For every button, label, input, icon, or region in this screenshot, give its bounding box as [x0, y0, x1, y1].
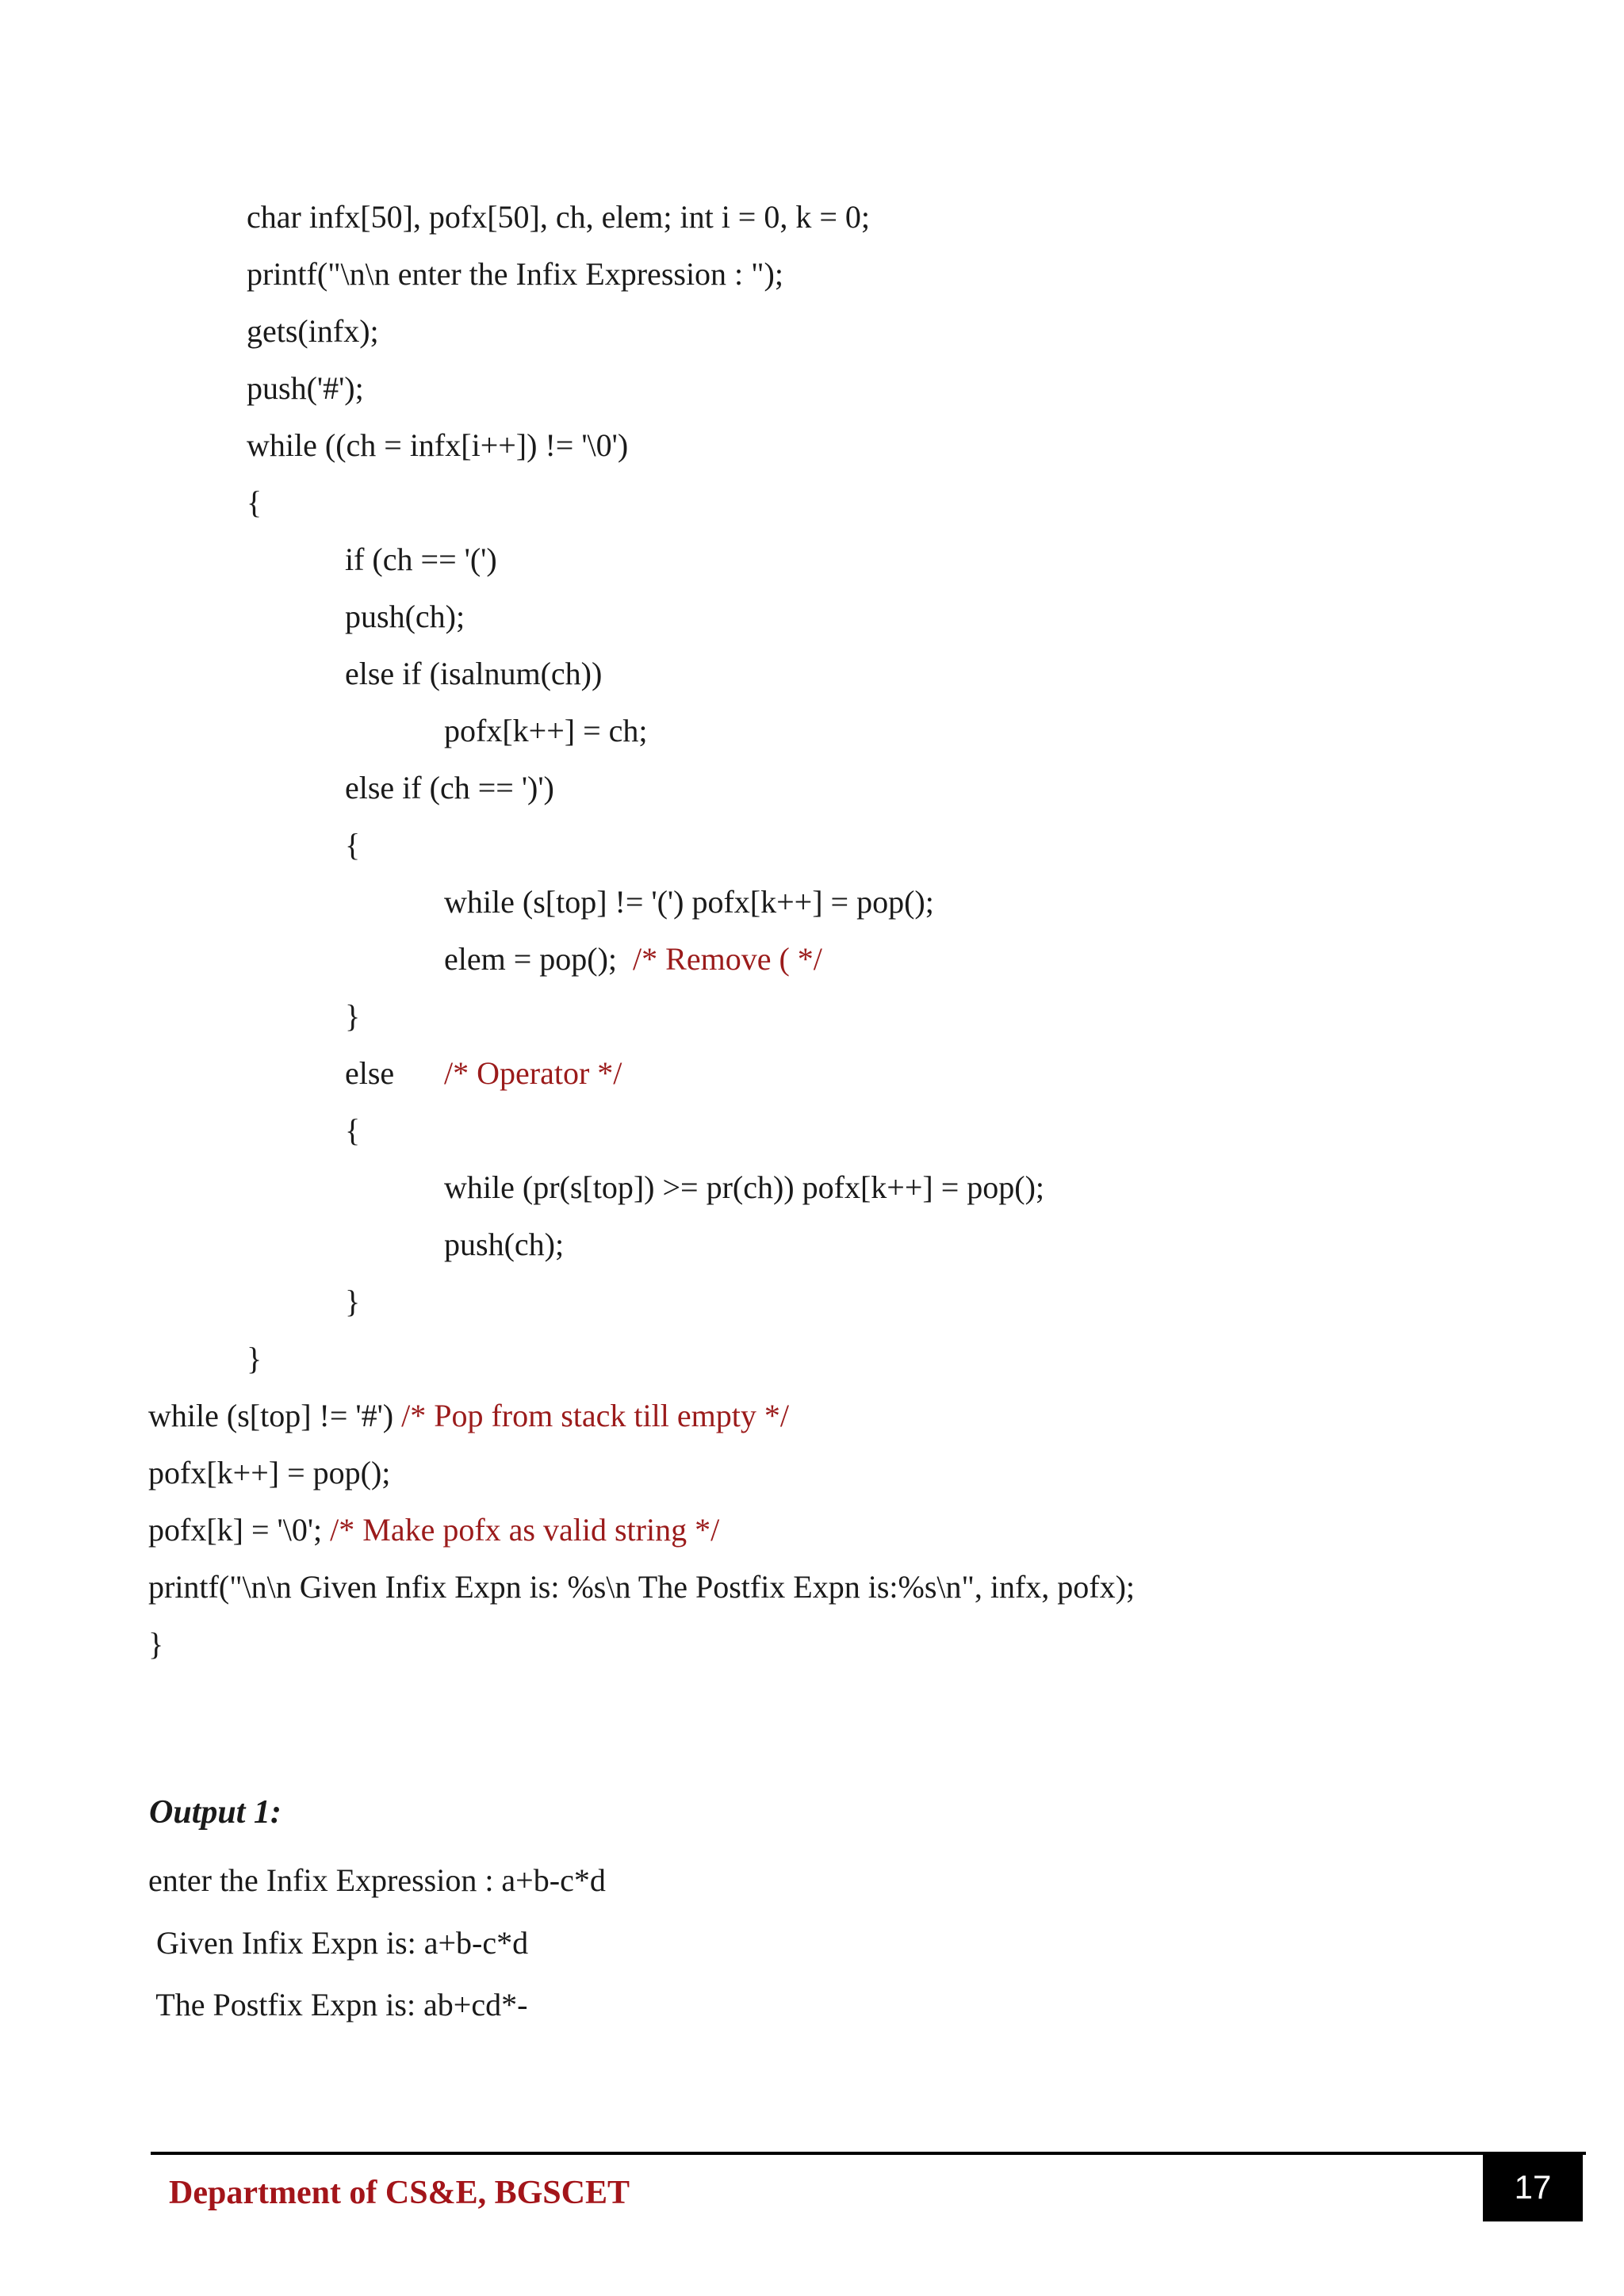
code-text: while (s[top] != '#'): [148, 1398, 394, 1433]
code-line: push(ch);: [444, 1226, 565, 1262]
output-line: Given Infix Expn is: a+b-c*d: [148, 1925, 529, 1961]
code-line: }: [345, 998, 361, 1034]
code-line: char infx[50], pofx[50], ch, elem; int i = 0, k = 0;: [247, 199, 871, 235]
output-line: enter the Infix Expression : a+b-c*d: [148, 1862, 606, 1898]
code-line: }: [148, 1626, 164, 1662]
code-line: }: [345, 1284, 361, 1319]
code-text: elem = pop();: [444, 941, 618, 977]
code-line: gets(infx);: [247, 313, 379, 349]
code-line: if (ch == '('): [345, 541, 497, 577]
code-line: push(ch);: [345, 599, 465, 634]
code-text: pofx[k] = '\0';: [148, 1512, 323, 1548]
code-line: while (s[top] != '(') pofx[k++] = pop();: [444, 884, 934, 920]
code-comment: /* Operator */: [444, 1055, 622, 1091]
code-line: pofx[k++] = ch;: [444, 713, 648, 748]
output-line: The Postfix Expn is: ab+cd*-: [148, 1987, 528, 2022]
code-line: else if (ch == ')'): [345, 770, 554, 806]
code-line: {: [247, 484, 262, 520]
footer-divider: [151, 2152, 1586, 2155]
code-line: [148, 1511, 719, 1549]
footer-department: Department of CS&E, BGSCET: [169, 2175, 630, 2211]
code-line: [148, 1397, 789, 1435]
code-line: printf("\n\n Given Infix Expn is: %s\n The Postfix Expn is:%s\n", infx, pofx);: [148, 1569, 1136, 1605]
code-text: else: [345, 1055, 395, 1091]
code-line: while ((ch = infx[i++]) != '\0'): [247, 427, 629, 463]
code-comment: /* Make pofx as valid string */: [330, 1512, 720, 1548]
page-number: 17: [1483, 2153, 1583, 2221]
code-line: }: [247, 1341, 262, 1376]
code-comment: /* Pop from stack till empty */: [401, 1398, 789, 1433]
code-line: {: [345, 1112, 361, 1148]
code-line: while (pr(s[top]) >= pr(ch)) pofx[k++] = pop();: [444, 1169, 1045, 1205]
code-line: push('#');: [247, 370, 364, 406]
code-line: printf("\n\n enter the Infix Expression : ");: [247, 256, 783, 292]
code-line: [444, 940, 822, 978]
output-heading: Output 1:: [149, 1794, 282, 1831]
code-line: {: [345, 827, 361, 863]
code-comment: /* Remove ( */: [633, 941, 822, 977]
code-line: pofx[k++] = pop();: [148, 1455, 391, 1490]
code-line: [345, 1054, 394, 1093]
code-line: else if (isalnum(ch)): [345, 656, 603, 691]
